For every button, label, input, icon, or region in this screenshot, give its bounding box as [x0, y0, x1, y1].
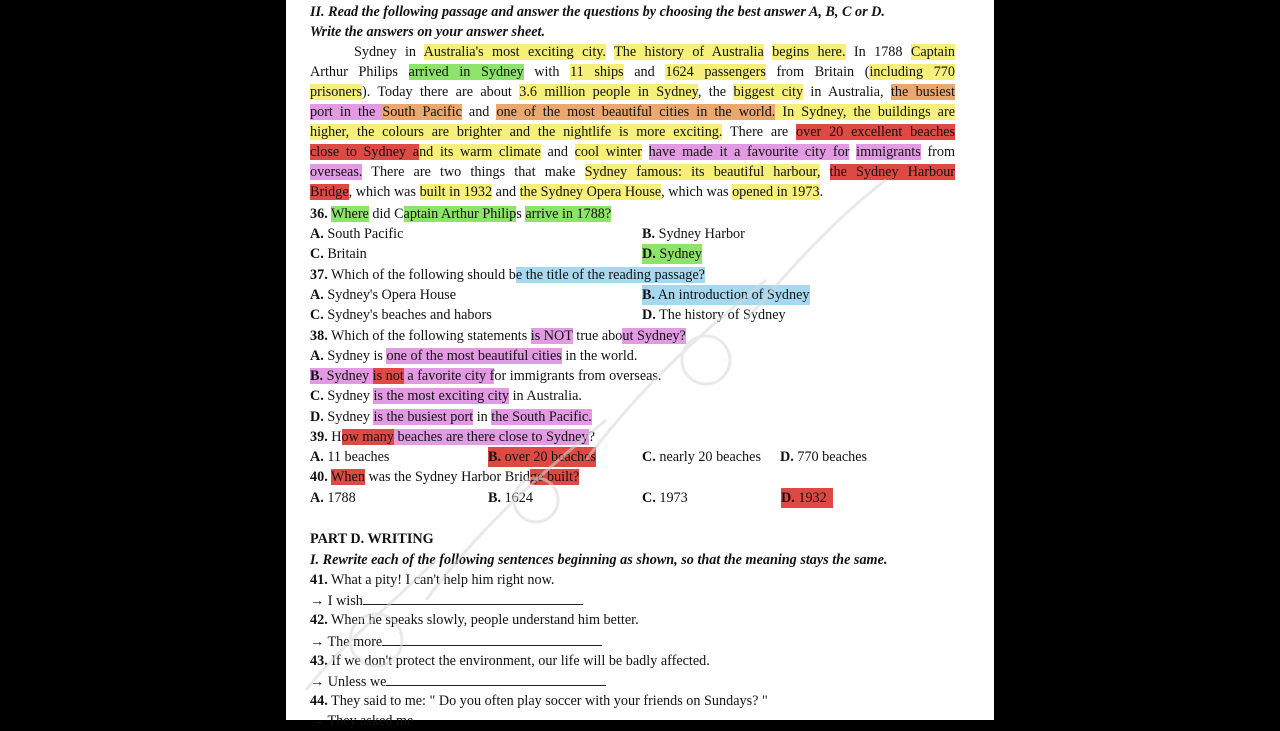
passage-line-3: prisoners). Today there are about 3.6 million people in Sydney, the biggest city in Australia, the busiest: [310, 84, 955, 100]
question-38: 38. Which of the following statements is NOT true about Sydney?: [310, 328, 686, 344]
section-heading-2: Write the answers on your answer sheet.: [310, 24, 546, 40]
answer-blank-42[interactable]: [382, 631, 602, 646]
writing-answer-42[interactable]: → The more: [310, 631, 602, 652]
q39-option-b[interactable]: B. over 20 beaches: [488, 449, 596, 465]
passage-line-5: higher, the colours are brighter and the nightlife is more exciting. There are over 20 excellent beaches: [310, 124, 955, 140]
q40-option-b[interactable]: B. 1624: [488, 490, 533, 506]
q38-option-d[interactable]: D. Sydney is the busiest port in the South Pacific.: [310, 409, 592, 425]
writing-answer-44[interactable]: → They asked me: [310, 713, 414, 729]
writing-instruction: I. Rewrite each of the following sentences beginning as shown, so that the meaning stays the same.: [310, 552, 888, 568]
passage-line-4: port in the South Pacific and one of the most beautiful cities in the world. In Sydney, the buildings are: [310, 104, 955, 120]
q40-option-c[interactable]: C. 1973: [642, 490, 688, 506]
q37-option-b[interactable]: B. An introduction of Sydney: [642, 287, 810, 303]
passage-line-2: Arthur Philips arrived in Sydney with 11 ships and 1624 passengers from Britain (including 770: [310, 64, 955, 80]
passage-line-8: Bridge, which was built in 1932 and the Sydney Opera House, which was opened in 1973.: [310, 184, 824, 200]
passage-line-1: Sydney in Australia's most exciting city. The history of Australia begins here. In 1788 Captain: [354, 44, 955, 60]
writing-item-43: 43. If we don't protect the environment, our life will be badly affected.: [310, 653, 710, 669]
q37-option-d[interactable]: D. The history of Sydney: [642, 307, 786, 323]
passage-line-7: overseas. There are two things that make Sydney famous: its beautiful harbour, the Sydney Harbour: [310, 164, 956, 180]
document-page: [286, 0, 994, 729]
q40-option-d[interactable]: D. 1932: [781, 488, 833, 508]
q39-option-d[interactable]: D. 770 beaches: [780, 449, 868, 465]
q39-option-a[interactable]: A. 11 beaches: [310, 449, 390, 465]
writing-title: PART D. WRITING: [310, 531, 434, 547]
question-37: 37. Which of the following should be the title of the reading passage?: [310, 267, 705, 283]
question-39: 39. How many beaches are there close to Sydney?: [310, 429, 595, 445]
q37-option-a[interactable]: A. Sydney's Opera House: [310, 287, 456, 303]
passage-line-6: close to Sydney and its warm climate and cool winter have made it a favourite city for immigrants from: [310, 144, 956, 160]
q36-option-d[interactable]: D. Sydney: [642, 246, 702, 262]
writing-item-42: 42. When he speaks slowly, people understand him better.: [310, 612, 639, 628]
answer-blank-43[interactable]: [386, 671, 606, 686]
question-36: 36. Where did Captain Arthur Philips arrive in 1788?: [310, 206, 612, 222]
q36-option-b[interactable]: B. Sydney Harbor: [642, 226, 745, 242]
section-heading: II. Read the following passage and answer the questions by choosing the best answer A, B, C or D.: [310, 4, 885, 20]
question-40: 40. When was the Sydney Harbor Bridge built?: [310, 469, 580, 485]
writing-answer-43[interactable]: → Unless we: [310, 671, 606, 692]
q38-option-a[interactable]: A. Sydney is one of the most beautiful cities in the world.: [310, 348, 638, 364]
q36-option-a[interactable]: A. South Pacific: [310, 226, 404, 242]
writing-item-41: 41. What a pity! I can't help him right now.: [310, 572, 555, 588]
q36-option-c[interactable]: C. Britain: [310, 246, 367, 262]
writing-answer-41[interactable]: → I wish: [310, 590, 583, 611]
q40-option-a[interactable]: A. 1788: [310, 490, 356, 506]
answer-blank-41[interactable]: [363, 590, 583, 605]
writing-item-44: 44. They said to me: " Do you often play soccer with your friends on Sundays? ": [310, 693, 768, 709]
q38-option-b[interactable]: B. Sydney is not a favorite city for immigrants from overseas.: [310, 368, 662, 384]
q38-option-c[interactable]: C. Sydney is the most exciting city in Australia.: [310, 388, 582, 404]
q37-option-c[interactable]: C. Sydney's beaches and habors: [310, 307, 492, 323]
q39-option-c[interactable]: C. nearly 20 beaches: [642, 449, 761, 465]
